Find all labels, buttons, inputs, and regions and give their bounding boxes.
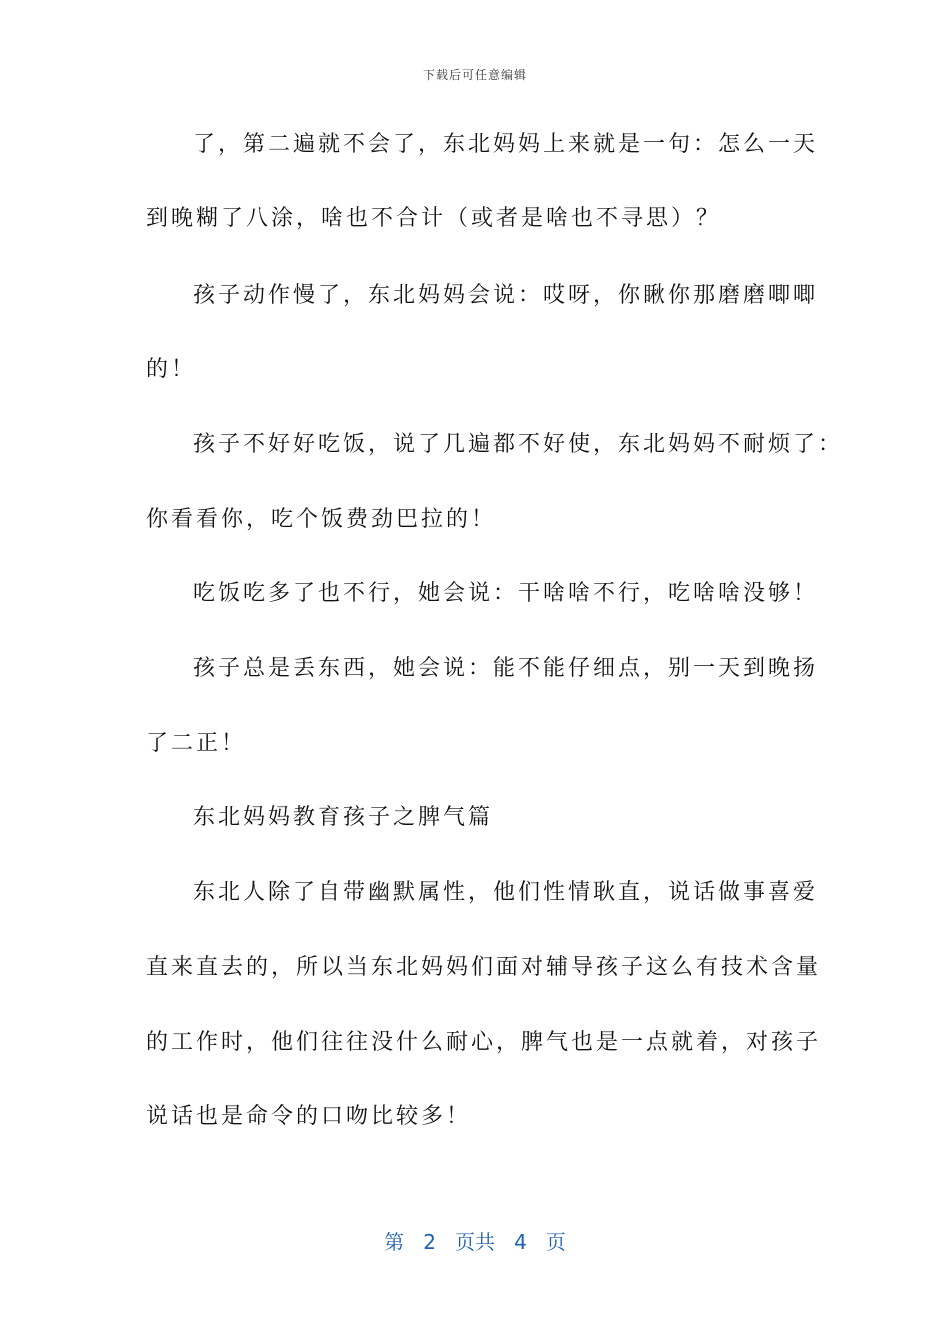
page-header: 下载后可任意编辑 <box>422 68 527 82</box>
footer-suffix: 页 <box>545 1230 566 1254</box>
body-line: 孩子动作慢了，东北妈妈会说：哎呀，你瞅你那磨磨唧唧 <box>193 283 819 308</box>
body-line: 你看看你，吃个饭费劲巴拉的！ <box>146 507 497 532</box>
body-line: 吃饭吃多了也不行，她会说：干啥啥不行，吃啥啥没够！ <box>193 581 819 606</box>
body-line: 东北人除了自带幽默属性，他们性情耿直，说话做事喜爱 <box>193 880 819 905</box>
body-line: 了，第二遍就不会了，东北妈妈上来就是一句：怎么一天 <box>193 132 819 157</box>
total-pages-number: 4 <box>514 1230 527 1254</box>
current-page-number: 2 <box>423 1230 436 1254</box>
body-line: 的工作时，他们往往没什么耐心，脾气也是一点就着，对孩子 <box>146 1030 822 1055</box>
body-line: 孩子不好好吃饭，说了几遍都不好使，东北妈妈不耐烦了： <box>193 432 844 457</box>
footer-middle: 页共 <box>455 1230 495 1254</box>
body-line: 说话也是命令的口吻比较多！ <box>146 1104 472 1129</box>
body-line: 到晚糊了八涂，啥也不合计（或者是啥也不寻思）？ <box>146 206 722 231</box>
body-line: 的！ <box>146 357 197 382</box>
body-line: 孩子总是丢东西，她会说：能不能仔细点，别一天到晚扬 <box>193 656 819 681</box>
body-line: 了二正！ <box>146 731 247 756</box>
page-number-footer <box>0 1226 950 1255</box>
footer-prefix: 第 <box>384 1230 405 1254</box>
section-heading: 东北妈妈教育孩子之脾气篇 <box>193 805 494 830</box>
body-line: 直来直去的，所以当东北妈妈们面对辅导孩子这么有技术含量 <box>146 955 822 980</box>
